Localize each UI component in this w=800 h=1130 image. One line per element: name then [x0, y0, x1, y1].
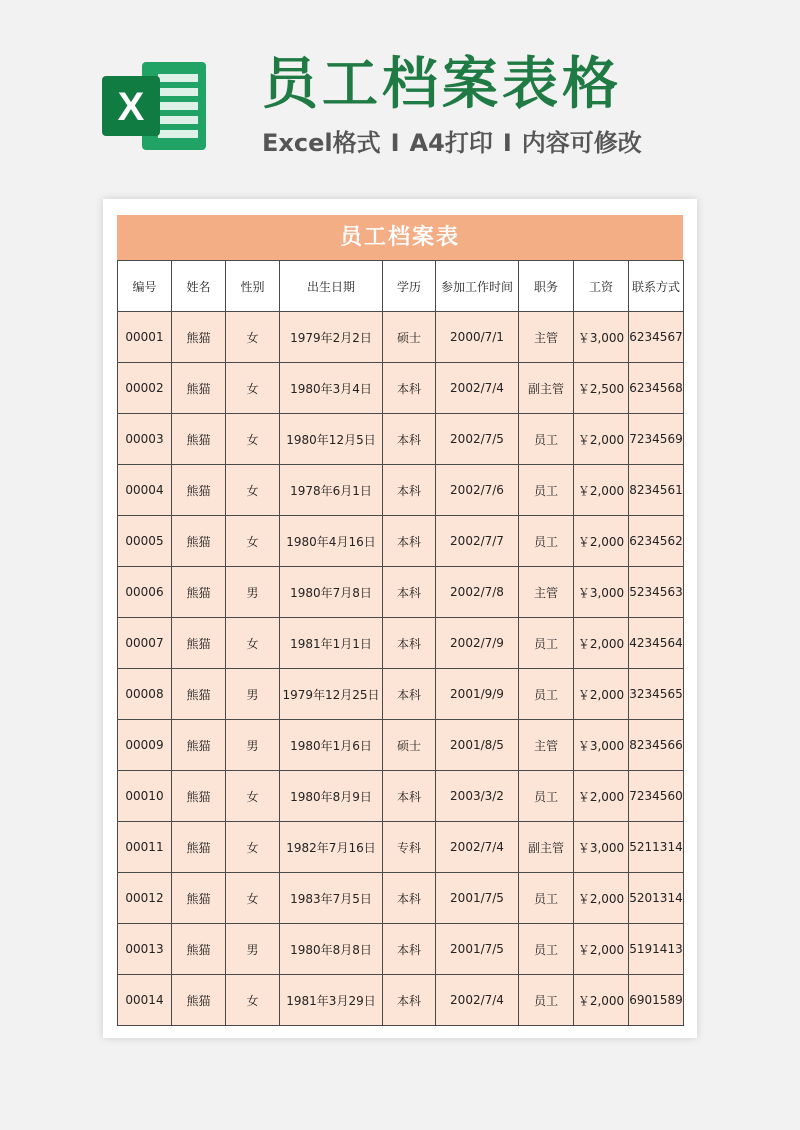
table-body — [118, 312, 684, 1026]
table-cell: 主管 — [519, 720, 574, 771]
table-row — [118, 822, 684, 873]
table-cell: 员工 — [519, 465, 574, 516]
table-cell: 本科 — [383, 414, 436, 465]
table-cell: 本科 — [383, 618, 436, 669]
table-cell: 女 — [226, 771, 280, 822]
table-cell: ￥3,000 — [574, 312, 629, 363]
table-cell: 员工 — [519, 873, 574, 924]
table-cell: 主管 — [519, 312, 574, 363]
employee-table — [117, 260, 684, 1026]
table-cell: ￥2,000 — [574, 516, 629, 567]
table-cell: 2000/7/1 — [436, 312, 519, 363]
table-cell: 员工 — [519, 414, 574, 465]
table-cell: 6234568 — [629, 363, 684, 414]
document-sheet — [103, 199, 697, 1038]
table-cell: 2002/7/8 — [436, 567, 519, 618]
table-cell: 2002/7/7 — [436, 516, 519, 567]
table-cell: 熊猫 — [172, 822, 226, 873]
table-cell: 2002/7/9 — [436, 618, 519, 669]
table-cell: 00013 — [118, 924, 172, 975]
column-header: 性别 — [226, 261, 280, 312]
table-cell: 本科 — [383, 669, 436, 720]
table-cell: 00014 — [118, 975, 172, 1026]
table-cell: 2001/8/5 — [436, 720, 519, 771]
table-cell: 男 — [226, 720, 280, 771]
table-cell: 熊猫 — [172, 516, 226, 567]
column-header: 编号 — [118, 261, 172, 312]
excel-icon — [102, 58, 210, 154]
column-header: 参加工作时间 — [436, 261, 519, 312]
table-cell: 1980年7月8日 — [280, 567, 383, 618]
table-cell: 本科 — [383, 363, 436, 414]
table-cell: 专科 — [383, 822, 436, 873]
table-cell: 1980年1月6日 — [280, 720, 383, 771]
table-cell: 女 — [226, 465, 280, 516]
table-cell: 00009 — [118, 720, 172, 771]
table-row — [118, 618, 684, 669]
subtitle-print: A4打印 — [409, 129, 493, 157]
table-cell: 1982年7月16日 — [280, 822, 383, 873]
table-cell: 7234560 — [629, 771, 684, 822]
table-cell: 1981年1月1日 — [280, 618, 383, 669]
table-cell: 熊猫 — [172, 720, 226, 771]
table-cell: 副主管 — [519, 822, 574, 873]
table-cell: 女 — [226, 312, 280, 363]
table-cell: 本科 — [383, 465, 436, 516]
table-cell: 5211314 — [629, 822, 684, 873]
table-cell: 熊猫 — [172, 873, 226, 924]
table-row — [118, 312, 684, 363]
table-cell: ￥3,000 — [574, 567, 629, 618]
table-cell: 熊猫 — [172, 924, 226, 975]
table-cell: 2003/3/2 — [436, 771, 519, 822]
table-cell: 4234564 — [629, 618, 684, 669]
column-header: 学历 — [383, 261, 436, 312]
table-cell: ￥2,000 — [574, 975, 629, 1026]
table-cell: 本科 — [383, 771, 436, 822]
table-cell: 副主管 — [519, 363, 574, 414]
table-cell: 1980年12月5日 — [280, 414, 383, 465]
page-subtitle — [262, 126, 642, 160]
table-cell: 熊猫 — [172, 975, 226, 1026]
table-cell: 熊猫 — [172, 618, 226, 669]
page-title: 员工档案表格 — [262, 52, 622, 117]
table-cell: 员工 — [519, 975, 574, 1026]
table-cell: 熊猫 — [172, 567, 226, 618]
table-cell: 女 — [226, 618, 280, 669]
column-header: 联系方式 — [629, 261, 684, 312]
table-cell: 00004 — [118, 465, 172, 516]
table-cell: 本科 — [383, 924, 436, 975]
table-cell: 2001/9/9 — [436, 669, 519, 720]
table-cell: 女 — [226, 363, 280, 414]
table-row — [118, 363, 684, 414]
table-cell: 2002/7/4 — [436, 363, 519, 414]
table-cell: 1979年12月25日 — [280, 669, 383, 720]
column-header: 姓名 — [172, 261, 226, 312]
table-cell: 00002 — [118, 363, 172, 414]
table-cell: 2002/7/4 — [436, 975, 519, 1026]
table-cell: 熊猫 — [172, 771, 226, 822]
table-cell: ￥2,000 — [574, 771, 629, 822]
table-cell: 女 — [226, 414, 280, 465]
table-cell: 1979年2月2日 — [280, 312, 383, 363]
employee-table-container — [117, 215, 683, 1026]
table-row — [118, 975, 684, 1026]
table-cell: 员工 — [519, 669, 574, 720]
table-cell: 员工 — [519, 924, 574, 975]
table-cell: 00008 — [118, 669, 172, 720]
table-row — [118, 516, 684, 567]
table-row — [118, 771, 684, 822]
table-cell: 1980年8月9日 — [280, 771, 383, 822]
table-cell: 00011 — [118, 822, 172, 873]
table-row — [118, 669, 684, 720]
table-cell: 2002/7/4 — [436, 822, 519, 873]
table-cell: 员工 — [519, 516, 574, 567]
table-cell: 1983年7月5日 — [280, 873, 383, 924]
subtitle-separator: I — [390, 129, 400, 157]
table-cell: 2002/7/6 — [436, 465, 519, 516]
table-cell: 熊猫 — [172, 312, 226, 363]
table-cell: 3234565 — [629, 669, 684, 720]
table-cell: 6234562 — [629, 516, 684, 567]
table-row — [118, 873, 684, 924]
table-cell: 00006 — [118, 567, 172, 618]
table-row — [118, 414, 684, 465]
table-cell: 熊猫 — [172, 414, 226, 465]
column-header: 工资 — [574, 261, 629, 312]
table-cell: 00007 — [118, 618, 172, 669]
table-cell: 熊猫 — [172, 669, 226, 720]
table-cell: 7234569 — [629, 414, 684, 465]
table-cell: 女 — [226, 822, 280, 873]
table-cell: ￥2,000 — [574, 924, 629, 975]
table-row — [118, 924, 684, 975]
table-cell: 本科 — [383, 873, 436, 924]
table-cell: ￥2,000 — [574, 414, 629, 465]
table-cell: 本科 — [383, 975, 436, 1026]
table-cell: 5191413 — [629, 924, 684, 975]
table-cell: 8234566 — [629, 720, 684, 771]
table-cell: 6234567 — [629, 312, 684, 363]
table-cell: 00010 — [118, 771, 172, 822]
table-cell: 2001/7/5 — [436, 924, 519, 975]
table-cell: 2002/7/5 — [436, 414, 519, 465]
table-cell: 1980年8月8日 — [280, 924, 383, 975]
table-cell: 本科 — [383, 516, 436, 567]
table-cell: 员工 — [519, 771, 574, 822]
table-cell: 男 — [226, 567, 280, 618]
table-cell: 1978年6月1日 — [280, 465, 383, 516]
table-cell: 女 — [226, 516, 280, 567]
table-cell: ￥3,000 — [574, 720, 629, 771]
subtitle-format: Excel格式 — [262, 129, 381, 157]
table-cell: 员工 — [519, 618, 574, 669]
table-row — [118, 720, 684, 771]
column-header: 职务 — [519, 261, 574, 312]
table-cell: 00012 — [118, 873, 172, 924]
subtitle-separator: I — [502, 129, 512, 157]
table-title: 员工档案表 — [117, 215, 683, 260]
table-header-row — [118, 261, 684, 312]
table-cell: 5201314 — [629, 873, 684, 924]
table-cell: 5234563 — [629, 567, 684, 618]
excel-logo-letter: X — [117, 85, 145, 129]
table-cell: 1981年3月29日 — [280, 975, 383, 1026]
table-cell: 00001 — [118, 312, 172, 363]
table-cell: 1980年4月16日 — [280, 516, 383, 567]
table-cell: ￥2,000 — [574, 669, 629, 720]
table-cell: 6901589 — [629, 975, 684, 1026]
table-cell: 硕士 — [383, 312, 436, 363]
table-cell: 男 — [226, 669, 280, 720]
column-header: 出生日期 — [280, 261, 383, 312]
table-cell: ￥3,000 — [574, 822, 629, 873]
table-cell: ￥2,000 — [574, 465, 629, 516]
table-cell: 00003 — [118, 414, 172, 465]
page-header — [0, 0, 800, 190]
table-cell: 男 — [226, 924, 280, 975]
table-cell: ￥2,500 — [574, 363, 629, 414]
table-cell: 主管 — [519, 567, 574, 618]
table-cell: 2001/7/5 — [436, 873, 519, 924]
table-cell: ￥2,000 — [574, 873, 629, 924]
table-row — [118, 465, 684, 516]
table-cell: 女 — [226, 975, 280, 1026]
subtitle-editable: 内容可修改 — [521, 129, 642, 157]
table-cell: 本科 — [383, 567, 436, 618]
table-cell: 1980年3月4日 — [280, 363, 383, 414]
table-row — [118, 567, 684, 618]
table-cell: 熊猫 — [172, 363, 226, 414]
table-cell: 硕士 — [383, 720, 436, 771]
table-cell: 00005 — [118, 516, 172, 567]
table-cell: 熊猫 — [172, 465, 226, 516]
table-cell: ￥2,000 — [574, 618, 629, 669]
table-cell: 8234561 — [629, 465, 684, 516]
table-cell: 女 — [226, 873, 280, 924]
